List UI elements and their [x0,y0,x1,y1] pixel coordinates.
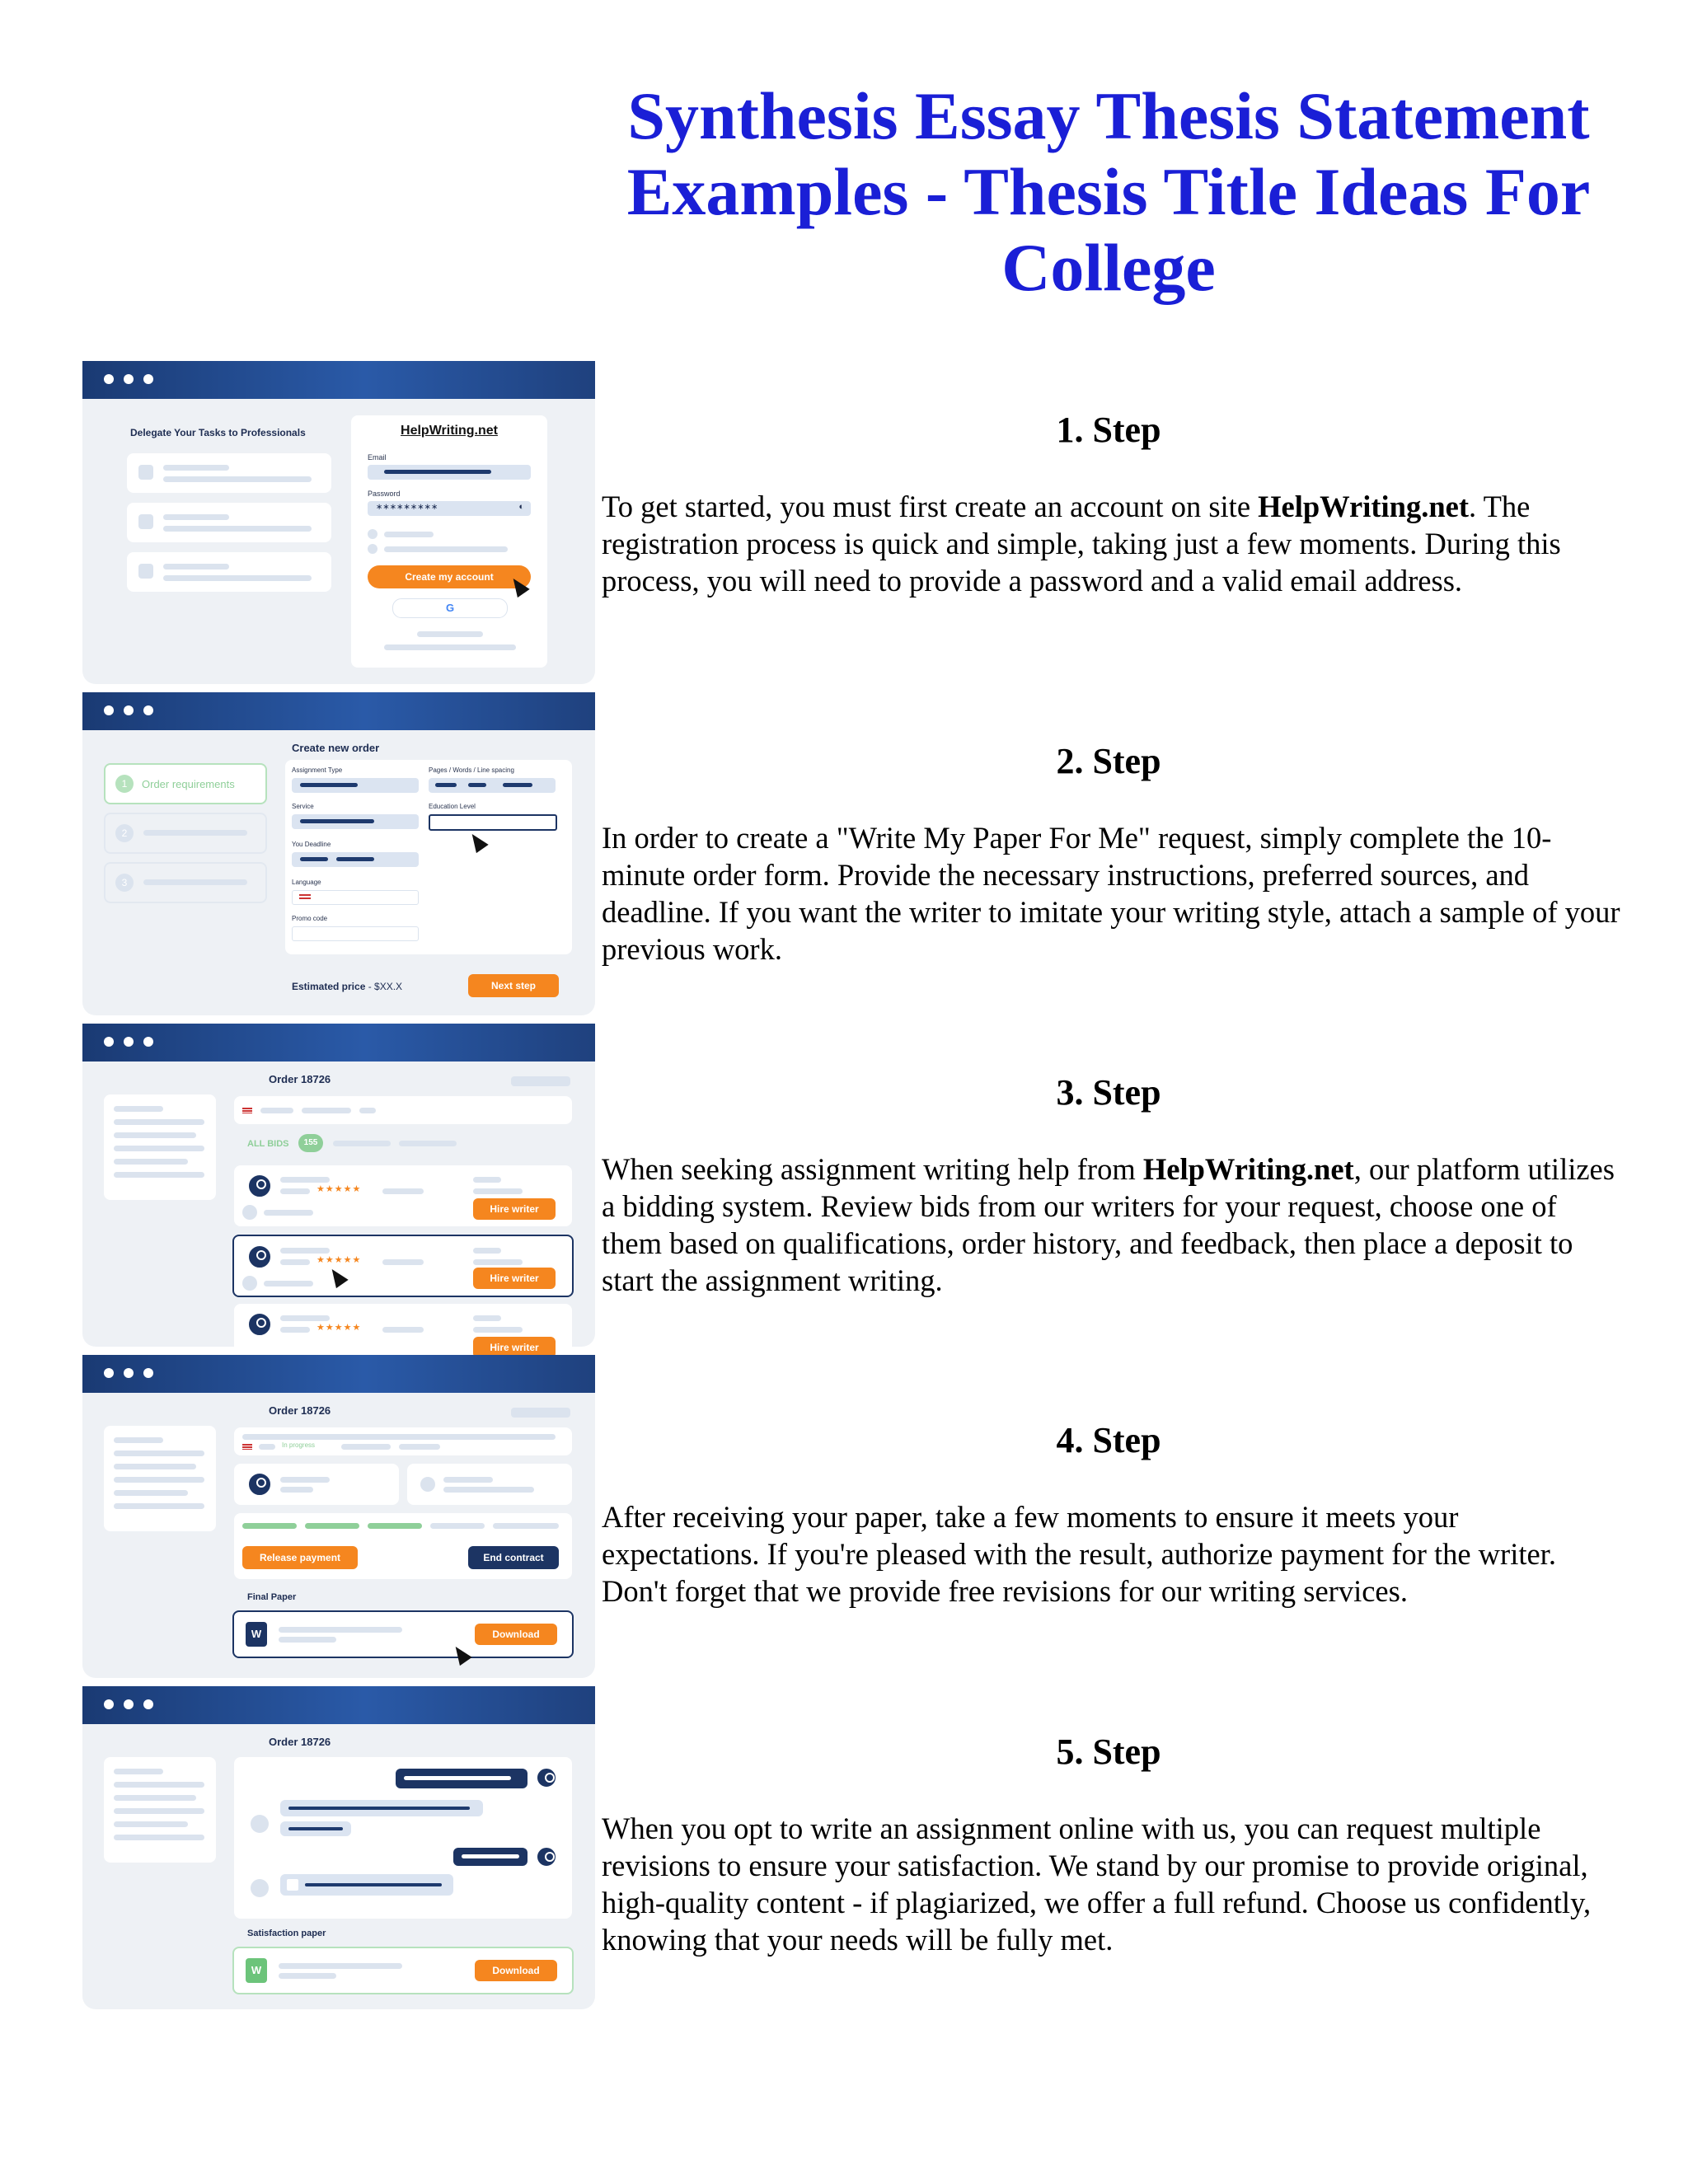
avatar-icon [247,1244,272,1269]
browser-bar [82,361,595,399]
password-field[interactable]: ∗∗∗∗∗∗∗∗∗ ◐ [368,501,531,516]
site-name: HelpWriting.net [401,424,498,438]
avatar-icon [247,1312,272,1337]
step-text: To get started, you must first create an account on site HelpWriting.net. The registration process is quick and simple, taking just a few moments. During this process, you will need to provide a password and a valid email address. [602,490,1561,598]
writer-card [234,1464,399,1505]
step-heading: 4. Step [1056,1420,1161,1460]
bids-count-badge: 155 [298,1134,323,1152]
step-heading: 1. Step [1056,410,1161,450]
avatar-icon [247,1472,272,1497]
sidebar-card [104,1094,216,1200]
step5-mockup [82,1686,595,2009]
order-number: Order 18726 [269,1073,331,1085]
order-number: Order 18726 [269,1404,331,1417]
language-field[interactable] [292,890,419,905]
google-icon[interactable]: G [392,598,508,618]
all-bids-label: ALL BIDS [247,1139,289,1149]
step-text: When seeking assignment writing help from HelpWriting.net, our platform utilizes a bidding system. Review bids from our writers for your request, choose one of them based on qualifications, order history, and feedback, then place a deposit to start the assignment writing. [602,1152,1615,1297]
order-info-bar [234,1096,572,1124]
browser-bar [82,692,595,730]
signup-form [351,415,547,668]
education-level-field[interactable] [429,814,557,831]
window-dots [104,1699,153,1709]
order-info-bar [234,1427,572,1455]
email-label: Email [368,453,387,462]
hire-writer-button[interactable]: Hire writer [473,1198,556,1220]
bid-card-selected [232,1235,574,1297]
task-card [127,453,331,493]
satisfaction-paper-label: Satisfaction paper [247,1929,326,1938]
step2-mockup [82,692,595,1015]
satisfaction-paper-row [232,1947,574,1994]
task-card [127,503,331,542]
step-heading: 2. Step [1056,741,1161,781]
step3-mockup [82,1024,595,1353]
mock-heading: Delegate Your Tasks to Professionals [130,427,306,438]
estimated-price: Estimated price - $XX.X [292,981,403,992]
chat-bubble-in [280,1821,351,1836]
final-paper-label: Final Paper [247,1592,297,1602]
hire-writer-button[interactable]: Hire writer [473,1268,556,1289]
download-button[interactable]: Download [475,1960,557,1981]
avatar-icon [536,1846,557,1868]
chat-bubble-in [280,1874,453,1896]
chat-bubble-in [280,1800,483,1816]
next-step-button[interactable]: Next step [468,974,559,997]
avatar-icon [247,1174,272,1198]
chat-bubble-out [453,1848,528,1866]
order-form: Assignment Type Pages / Words / Line spacing Service Education Level You Deadline Language Promo code [285,760,572,954]
end-contract-button[interactable]: End contract [468,1546,559,1569]
order-step-3[interactable]: 3 [104,862,267,903]
browser-bar [82,1355,595,1393]
order-number: Order 18726 [269,1736,331,1748]
hire-writer-button[interactable]: Hire writer [473,1337,556,1358]
step4-mockup [82,1355,595,1678]
window-dots [104,705,153,715]
rating-stars: ★★★★★ [316,1184,362,1194]
release-payment-button[interactable]: Release payment [242,1546,358,1569]
window-dots [104,1037,153,1047]
bid-card [234,1165,572,1226]
create-account-button[interactable]: Create my account [368,565,531,588]
avatar-icon [536,1767,557,1788]
step1-mockup [82,361,595,684]
final-paper-row [232,1610,574,1658]
task-card [127,552,331,592]
password-label: Password [368,490,401,498]
step-text: In order to create a "Write My Paper For Me" request, simply complete the 10-minute order form. Provide the necessary instructions, preferred sources, and deadline. If you want the writer to imitate your writing style, attach a sample of your previous work. [602,821,1620,966]
word-file-icon: W [246,1958,267,1983]
browser-bar [82,1686,595,1724]
customer-card [407,1464,572,1505]
order-step-2[interactable]: 2 [104,813,267,854]
form-heading: Create new order [292,742,380,754]
word-file-icon: W [246,1622,267,1647]
progress-card [234,1513,572,1579]
browser-bar [82,1024,595,1062]
uk-flag-icon [242,1444,252,1450]
email-field[interactable] [368,465,531,480]
uk-flag-icon [242,1108,252,1113]
status-badge: In progress [282,1441,316,1449]
us-flag-icon [299,894,311,901]
rating-stars: ★★★★★ [316,1323,362,1333]
order-step-1[interactable]: 1 Order requirements [104,763,267,804]
page-title: Synthesis Essay Thesis Statement Examples - Thesis Title Ideas For College [626,78,1591,305]
promo-code-field[interactable] [292,926,419,941]
rating-stars: ★★★★★ [316,1255,362,1265]
sidebar-card [104,1426,216,1531]
step-text: When you opt to write an assignment online with us, you can request multiple revisions to ensure your satisfaction. We stand by our promise to provide original, high-quality content - if plagiarized, we offer a full refund. Choose us confidently, knowing that your needs will be fully met. [602,1811,1592,1957]
chat-card [234,1757,572,1919]
step-text: After receiving your paper, take a few moments to ensure it meets your expectations. If you're pleased with the result, authorize payment for the writer. Don't forget that we provide free revisions for our writing services. [602,1500,1556,1608]
step-heading: 5. Step [1056,1732,1161,1772]
download-button[interactable]: Download [475,1624,557,1645]
chat-bubble-out [396,1769,528,1788]
window-dots [104,374,153,384]
step-heading: 3. Step [1056,1072,1161,1113]
window-dots [104,1368,153,1378]
eye-icon[interactable]: ◐ [518,502,524,512]
sidebar-card [104,1757,216,1863]
